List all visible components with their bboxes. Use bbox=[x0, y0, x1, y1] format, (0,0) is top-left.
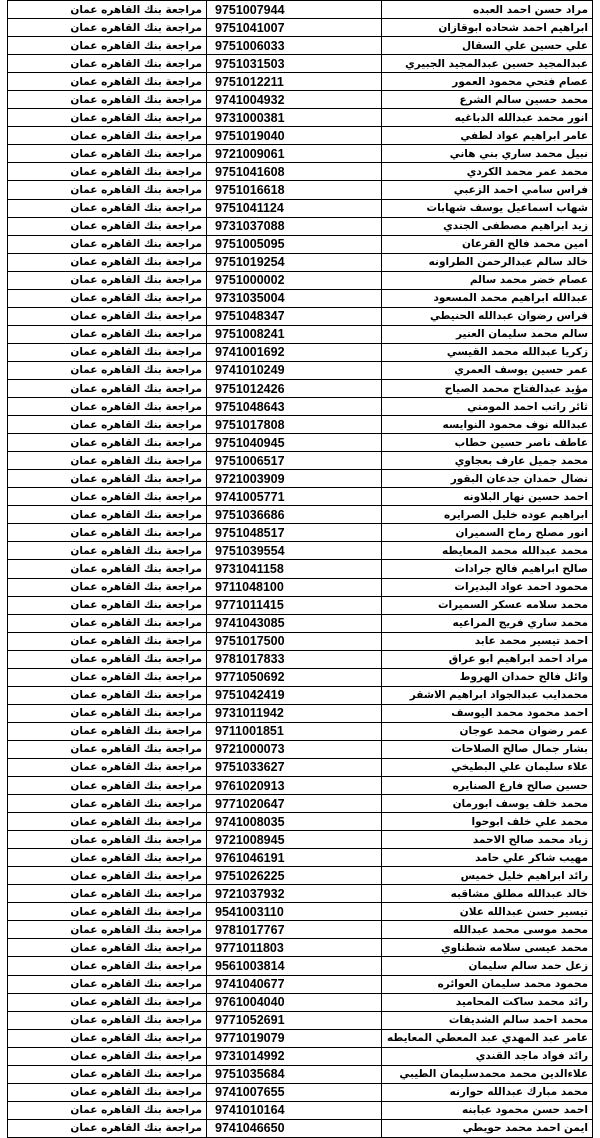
account-number-cell: 9741005771 bbox=[207, 488, 382, 506]
account-number-cell: 9761046191 bbox=[207, 849, 382, 867]
person-name-cell: خالد عبدالله مطلق مشاقبه bbox=[382, 885, 593, 903]
person-name-cell: محمد موسى محمد عبدالله bbox=[382, 921, 593, 939]
branch-cell: مراجعة بنك القاهره عمان bbox=[8, 379, 207, 397]
account-number-cell: 9731014992 bbox=[207, 1047, 382, 1065]
branch-cell: مراجعة بنك القاهره عمان bbox=[8, 542, 207, 560]
table-row bbox=[8, 777, 593, 795]
branch-cell: مراجعة بنك القاهره عمان bbox=[8, 578, 207, 596]
table-row bbox=[8, 1101, 593, 1119]
table-row bbox=[8, 596, 593, 614]
branch-cell: مراجعة بنك القاهره عمان bbox=[8, 37, 207, 55]
table-row bbox=[8, 325, 593, 343]
account-number-cell: 9751005095 bbox=[207, 235, 382, 253]
account-number-cell: 9741043085 bbox=[207, 614, 382, 632]
table-row bbox=[8, 1, 593, 19]
person-name-cell: ايمن احمد محمد حويطي bbox=[382, 1119, 593, 1137]
person-name-cell: عاطف ناصر حسين حطاب bbox=[382, 434, 593, 452]
branch-cell: مراجعة بنك القاهره عمان bbox=[8, 398, 207, 416]
branch-cell: مراجعة بنك القاهره عمان bbox=[8, 217, 207, 235]
branch-cell: مراجعة بنك القاهره عمان bbox=[8, 686, 207, 704]
branch-cell: مراجعة بنك القاهره عمان bbox=[8, 1029, 207, 1047]
table-row bbox=[8, 91, 593, 109]
account-number-cell: 9741004932 bbox=[207, 91, 382, 109]
table-row bbox=[8, 1119, 593, 1137]
table-row bbox=[8, 993, 593, 1011]
table-row bbox=[8, 1029, 593, 1047]
person-name-cell: زيد ابراهيم مصطفى الجندي bbox=[382, 217, 593, 235]
person-name-cell: عبدالله نوف محمود النوايسه bbox=[382, 416, 593, 434]
person-name-cell: تيسير حسن عبدالله علان bbox=[382, 903, 593, 921]
table-row bbox=[8, 524, 593, 542]
table-row bbox=[8, 939, 593, 957]
account-number-cell: 9751007944 bbox=[207, 1, 382, 19]
account-number-cell: 9731011942 bbox=[207, 704, 382, 722]
branch-cell: مراجعة بنك القاهره عمان bbox=[8, 903, 207, 921]
branch-cell: مراجعة بنك القاهره عمان bbox=[8, 668, 207, 686]
table-row bbox=[8, 704, 593, 722]
account-number-cell: 9741008035 bbox=[207, 813, 382, 831]
account-number-cell: 9751008241 bbox=[207, 325, 382, 343]
table-row bbox=[8, 650, 593, 668]
account-number-cell: 9741010164 bbox=[207, 1101, 382, 1119]
branch-cell: مراجعة بنك القاهره عمان bbox=[8, 343, 207, 361]
account-number-cell: 9731041158 bbox=[207, 560, 382, 578]
branch-cell: مراجعة بنك القاهره عمان bbox=[8, 1065, 207, 1083]
account-number-cell: 9751041608 bbox=[207, 163, 382, 181]
account-number-cell: 9771011803 bbox=[207, 939, 382, 957]
person-name-cell: زياد محمد صالح الاحمد bbox=[382, 831, 593, 849]
branch-cell: مراجعة بنك القاهره عمان bbox=[8, 1011, 207, 1029]
table-row bbox=[8, 379, 593, 397]
person-name-cell: علاء سليمان علي البطيخي bbox=[382, 758, 593, 776]
account-number-cell: 9721037932 bbox=[207, 885, 382, 903]
person-name-cell: احمد تيسير محمد عابد bbox=[382, 632, 593, 650]
account-number-cell: 9751033627 bbox=[207, 758, 382, 776]
person-name-cell: محمد خلف يوسف ابورمان bbox=[382, 795, 593, 813]
branch-cell: مراجعة بنك القاهره عمان bbox=[8, 849, 207, 867]
branch-cell: مراجعة بنك القاهره عمان bbox=[8, 109, 207, 127]
account-number-cell: 9721003909 bbox=[207, 470, 382, 488]
branch-cell: مراجعة بنك القاهره عمان bbox=[8, 975, 207, 993]
table-row bbox=[8, 632, 593, 650]
account-number-cell: 9711048100 bbox=[207, 578, 382, 596]
person-name-cell: محمد عمر محمد الكردي bbox=[382, 163, 593, 181]
branch-cell: مراجعة بنك القاهره عمان bbox=[8, 91, 207, 109]
account-number-cell: 9751017500 bbox=[207, 632, 382, 650]
person-name-cell: محمد سلامه عسكر السميرات bbox=[382, 596, 593, 614]
table-row bbox=[8, 452, 593, 470]
person-name-cell: محمدايب عبدالجواد ابراهيم الاشقر bbox=[382, 686, 593, 704]
branch-cell: مراجعة بنك القاهره عمان bbox=[8, 434, 207, 452]
person-name-cell: فراس سامي احمد الزعبي bbox=[382, 181, 593, 199]
branch-cell: مراجعة بنك القاهره عمان bbox=[8, 524, 207, 542]
account-number-cell: 9541003110 bbox=[207, 903, 382, 921]
person-name-cell: بشار جمال صالح الصلاحات bbox=[382, 740, 593, 758]
table-row bbox=[8, 614, 593, 632]
person-name-cell: احمد محمود محمد اليوسف bbox=[382, 704, 593, 722]
table-row bbox=[8, 957, 593, 975]
account-number-cell: 9761020913 bbox=[207, 777, 382, 795]
table-row bbox=[8, 416, 593, 434]
person-name-cell: زكريا عبدالله محمد القيسي bbox=[382, 343, 593, 361]
branch-cell: مراجعة بنك القاهره عمان bbox=[8, 813, 207, 831]
person-name-cell: محمد جميل عارف بعجاوي bbox=[382, 452, 593, 470]
table-row bbox=[8, 542, 593, 560]
table-row bbox=[8, 271, 593, 289]
branch-cell: مراجعة بنك القاهره عمان bbox=[8, 704, 207, 722]
table-row bbox=[8, 1065, 593, 1083]
table-row bbox=[8, 55, 593, 73]
table-row bbox=[8, 73, 593, 91]
table-row bbox=[8, 758, 593, 776]
person-name-cell: شهاب اسماعيل يوسف شهابات bbox=[382, 199, 593, 217]
person-name-cell: محمد عيسى سلامه شطناوي bbox=[382, 939, 593, 957]
branch-cell: مراجعة بنك القاهره عمان bbox=[8, 470, 207, 488]
table-row bbox=[8, 289, 593, 307]
person-name-cell: حسين صالح فارع الصنايره bbox=[382, 777, 593, 795]
person-name-cell: زعل حمد سالم سليمان bbox=[382, 957, 593, 975]
table-row bbox=[8, 199, 593, 217]
person-name-cell: انور محمد عبدالله الدباغيه bbox=[382, 109, 593, 127]
table-row bbox=[8, 903, 593, 921]
person-name-cell: امين محمد فالح القرعان bbox=[382, 235, 593, 253]
person-name-cell: مراد احمد ابراهيم ابو عراق bbox=[382, 650, 593, 668]
names-table bbox=[7, 0, 593, 1138]
person-name-cell: علاءالدين محمد محمدسليمان الطيبي bbox=[382, 1065, 593, 1083]
table-row bbox=[8, 831, 593, 849]
account-number-cell: 9751012211 bbox=[207, 73, 382, 91]
table-row bbox=[8, 109, 593, 127]
person-name-cell: محمد ساري فريج المراعيه bbox=[382, 614, 593, 632]
table-row bbox=[8, 975, 593, 993]
branch-cell: مراجعة بنك القاهره عمان bbox=[8, 650, 207, 668]
table-row bbox=[8, 361, 593, 379]
table-row bbox=[8, 19, 593, 37]
person-name-cell: احمد حسين نهار البلاونه bbox=[382, 488, 593, 506]
table-row bbox=[8, 560, 593, 578]
branch-cell: مراجعة بنك القاهره عمان bbox=[8, 1, 207, 19]
branch-cell: مراجعة بنك القاهره عمان bbox=[8, 722, 207, 740]
table-body bbox=[8, 1, 593, 1138]
account-number-cell: 9741007655 bbox=[207, 1083, 382, 1101]
branch-cell: مراجعة بنك القاهره عمان bbox=[8, 1083, 207, 1101]
person-name-cell: عبدالله ابراهيم محمد المسعود bbox=[382, 289, 593, 307]
branch-cell: مراجعة بنك القاهره عمان bbox=[8, 795, 207, 813]
person-name-cell: علي حسين علي السقال bbox=[382, 37, 593, 55]
person-name-cell: فراس رضوان عبدالله الحنيطي bbox=[382, 307, 593, 325]
account-number-cell: 9741046650 bbox=[207, 1119, 382, 1137]
person-name-cell: محمد احمد سالم الشديفات bbox=[382, 1011, 593, 1029]
branch-cell: مراجعة بنك القاهره عمان bbox=[8, 867, 207, 885]
account-number-cell: 9771050692 bbox=[207, 668, 382, 686]
table-row bbox=[8, 127, 593, 145]
table-row bbox=[8, 740, 593, 758]
account-number-cell: 9751048643 bbox=[207, 398, 382, 416]
account-number-cell: 9731000381 bbox=[207, 109, 382, 127]
branch-cell: مراجعة بنك القاهره عمان bbox=[8, 289, 207, 307]
person-name-cell: ابراهيم عوده خليل الصرايره bbox=[382, 506, 593, 524]
person-name-cell: مؤيد عبدالفتاح محمد الصياح bbox=[382, 379, 593, 397]
table-row bbox=[8, 163, 593, 181]
person-name-cell: محمد عبدالله محمد المعايطه bbox=[382, 542, 593, 560]
branch-cell: مراجعة بنك القاهره عمان bbox=[8, 361, 207, 379]
table-row bbox=[8, 578, 593, 596]
branch-cell: مراجعة بنك القاهره عمان bbox=[8, 993, 207, 1011]
account-number-cell: 9761004040 bbox=[207, 993, 382, 1011]
branch-cell: مراجعة بنك القاهره عمان bbox=[8, 831, 207, 849]
person-name-cell: رائد ابراهيم خليل خميس bbox=[382, 867, 593, 885]
account-number-cell: 9721000073 bbox=[207, 740, 382, 758]
branch-cell: مراجعة بنك القاهره عمان bbox=[8, 163, 207, 181]
account-number-cell: 9751036686 bbox=[207, 506, 382, 524]
account-number-cell: 9751019040 bbox=[207, 127, 382, 145]
account-number-cell: 9751031503 bbox=[207, 55, 382, 73]
person-name-cell: محمد حسين سالم الشرع bbox=[382, 91, 593, 109]
branch-cell: مراجعة بنك القاهره عمان bbox=[8, 957, 207, 975]
branch-cell: مراجعة بنك القاهره عمان bbox=[8, 253, 207, 271]
account-number-cell: 9751048347 bbox=[207, 307, 382, 325]
account-number-cell: 9741010249 bbox=[207, 361, 382, 379]
branch-cell: مراجعة بنك القاهره عمان bbox=[8, 416, 207, 434]
branch-cell: مراجعة بنك القاهره عمان bbox=[8, 560, 207, 578]
account-number-cell: 9751016618 bbox=[207, 181, 382, 199]
table-row bbox=[8, 217, 593, 235]
table-row bbox=[8, 434, 593, 452]
person-name-cell: نبيل محمد ساري بني هاني bbox=[382, 145, 593, 163]
person-name-cell: سالم محمد سليمان العنير bbox=[382, 325, 593, 343]
branch-cell: مراجعة بنك القاهره عمان bbox=[8, 1101, 207, 1119]
table-row bbox=[8, 343, 593, 361]
account-number-cell: 9751040945 bbox=[207, 434, 382, 452]
person-name-cell: خالد سالم عبدالرحمن الطراونه bbox=[382, 253, 593, 271]
branch-cell: مراجعة بنك القاهره عمان bbox=[8, 452, 207, 470]
account-number-cell: 9751017808 bbox=[207, 416, 382, 434]
person-name-cell: محمد مبارك عبدالله حوارنه bbox=[382, 1083, 593, 1101]
account-number-cell: 9751035684 bbox=[207, 1065, 382, 1083]
table-row bbox=[8, 885, 593, 903]
branch-cell: مراجعة بنك القاهره عمان bbox=[8, 1119, 207, 1137]
account-number-cell: 9751039554 bbox=[207, 542, 382, 560]
person-name-cell: محمود محمد سليمان العوائره bbox=[382, 975, 593, 993]
branch-cell: مراجعة بنك القاهره عمان bbox=[8, 777, 207, 795]
person-name-cell: عامر ابراهيم عواد لطفي bbox=[382, 127, 593, 145]
table-row bbox=[8, 921, 593, 939]
table-row bbox=[8, 145, 593, 163]
account-number-cell: 9561003814 bbox=[207, 957, 382, 975]
table-row bbox=[8, 235, 593, 253]
person-name-cell: ابراهيم احمد شحاده ابوقازان bbox=[382, 19, 593, 37]
account-number-cell: 9751006517 bbox=[207, 452, 382, 470]
table-row bbox=[8, 867, 593, 885]
person-name-cell: مهيب شاكر علي حامد bbox=[382, 849, 593, 867]
table-row bbox=[8, 795, 593, 813]
table-row bbox=[8, 181, 593, 199]
person-name-cell: نضال حمدان جدعان البقور bbox=[382, 470, 593, 488]
table-row bbox=[8, 849, 593, 867]
person-name-cell: عامر عبد المهدي عبد المعطي المعايطه bbox=[382, 1029, 593, 1047]
account-number-cell: 9781017833 bbox=[207, 650, 382, 668]
table-row bbox=[8, 398, 593, 416]
person-name-cell: وائل فالح حمدان الهروط bbox=[382, 668, 593, 686]
branch-cell: مراجعة بنك القاهره عمان bbox=[8, 127, 207, 145]
branch-cell: مراجعة بنك القاهره عمان bbox=[8, 325, 207, 343]
account-number-cell: 9751012426 bbox=[207, 379, 382, 397]
person-name-cell: محمود احمد عواد البديرات bbox=[382, 578, 593, 596]
account-number-cell: 9751000002 bbox=[207, 271, 382, 289]
branch-cell: مراجعة بنك القاهره عمان bbox=[8, 73, 207, 91]
account-number-cell: 9751041124 bbox=[207, 199, 382, 217]
table-row bbox=[8, 722, 593, 740]
account-number-cell: 9721009061 bbox=[207, 145, 382, 163]
branch-cell: مراجعة بنك القاهره عمان bbox=[8, 740, 207, 758]
person-name-cell: مراد حسن احمد العبده bbox=[382, 1, 593, 19]
person-name-cell: عبدالمجيد حسين عبدالمجيد الجبيري bbox=[382, 55, 593, 73]
account-number-cell: 9741040677 bbox=[207, 975, 382, 993]
person-name-cell: صالح ابراهيم فالح جرادات bbox=[382, 560, 593, 578]
account-number-cell: 9731037088 bbox=[207, 217, 382, 235]
person-name-cell: عمر رضوان محمد عوجان bbox=[382, 722, 593, 740]
branch-cell: مراجعة بنك القاهره عمان bbox=[8, 596, 207, 614]
account-number-cell: 9751041007 bbox=[207, 19, 382, 37]
account-number-cell: 9751006033 bbox=[207, 37, 382, 55]
table-row bbox=[8, 37, 593, 55]
branch-cell: مراجعة بنك القاهره عمان bbox=[8, 614, 207, 632]
branch-cell: مراجعة بنك القاهره عمان bbox=[8, 506, 207, 524]
table-row bbox=[8, 470, 593, 488]
table-row bbox=[8, 488, 593, 506]
account-number-cell: 9781017767 bbox=[207, 921, 382, 939]
table-row bbox=[8, 668, 593, 686]
account-number-cell: 9711001851 bbox=[207, 722, 382, 740]
branch-cell: مراجعة بنك القاهره عمان bbox=[8, 1047, 207, 1065]
account-number-cell: 9771019079 bbox=[207, 1029, 382, 1047]
table-row bbox=[8, 506, 593, 524]
branch-cell: مراجعة بنك القاهره عمان bbox=[8, 235, 207, 253]
person-name-cell: انور مصلح رماح السميران bbox=[382, 524, 593, 542]
person-name-cell: عصام فتحي محمود العمور bbox=[382, 73, 593, 91]
branch-cell: مراجعة بنك القاهره عمان bbox=[8, 939, 207, 957]
branch-cell: مراجعة بنك القاهره عمان bbox=[8, 488, 207, 506]
account-number-cell: 9771011415 bbox=[207, 596, 382, 614]
branch-cell: مراجعة بنك القاهره عمان bbox=[8, 632, 207, 650]
table-row bbox=[8, 813, 593, 831]
branch-cell: مراجعة بنك القاهره عمان bbox=[8, 921, 207, 939]
table-row bbox=[8, 686, 593, 704]
person-name-cell: عصام خضر محمد سالم bbox=[382, 271, 593, 289]
branch-cell: مراجعة بنك القاهره عمان bbox=[8, 181, 207, 199]
account-number-cell: 9751042419 bbox=[207, 686, 382, 704]
account-number-cell: 9771052691 bbox=[207, 1011, 382, 1029]
table-row bbox=[8, 307, 593, 325]
table-row bbox=[8, 1011, 593, 1029]
account-number-cell: 9741001692 bbox=[207, 343, 382, 361]
branch-cell: مراجعة بنك القاهره عمان bbox=[8, 199, 207, 217]
branch-cell: مراجعة بنك القاهره عمان bbox=[8, 307, 207, 325]
account-number-cell: 9771020647 bbox=[207, 795, 382, 813]
account-number-cell: 9751026225 bbox=[207, 867, 382, 885]
branch-cell: مراجعة بنك القاهره عمان bbox=[8, 271, 207, 289]
person-name-cell: رائد فواد ماجد القندي bbox=[382, 1047, 593, 1065]
person-name-cell: رائد محمد ساكت المحاميد bbox=[382, 993, 593, 1011]
branch-cell: مراجعة بنك القاهره عمان bbox=[8, 885, 207, 903]
branch-cell: مراجعة بنك القاهره عمان bbox=[8, 19, 207, 37]
account-number-cell: 9751019254 bbox=[207, 253, 382, 271]
person-name-cell: عمر حسين يوسف العمري bbox=[382, 361, 593, 379]
person-name-cell: احمد حسن محمود عبابنه bbox=[382, 1101, 593, 1119]
person-name-cell: ثائر راتب احمد المومني bbox=[382, 398, 593, 416]
table-row bbox=[8, 1083, 593, 1101]
table-row bbox=[8, 253, 593, 271]
person-name-cell: محمد علي خلف ابوحوا bbox=[382, 813, 593, 831]
account-number-cell: 9721008945 bbox=[207, 831, 382, 849]
branch-cell: مراجعة بنك القاهره عمان bbox=[8, 145, 207, 163]
branch-cell: مراجعة بنك القاهره عمان bbox=[8, 758, 207, 776]
account-number-cell: 9731035004 bbox=[207, 289, 382, 307]
branch-cell: مراجعة بنك القاهره عمان bbox=[8, 55, 207, 73]
table-row bbox=[8, 1047, 593, 1065]
account-number-cell: 9751048517 bbox=[207, 524, 382, 542]
